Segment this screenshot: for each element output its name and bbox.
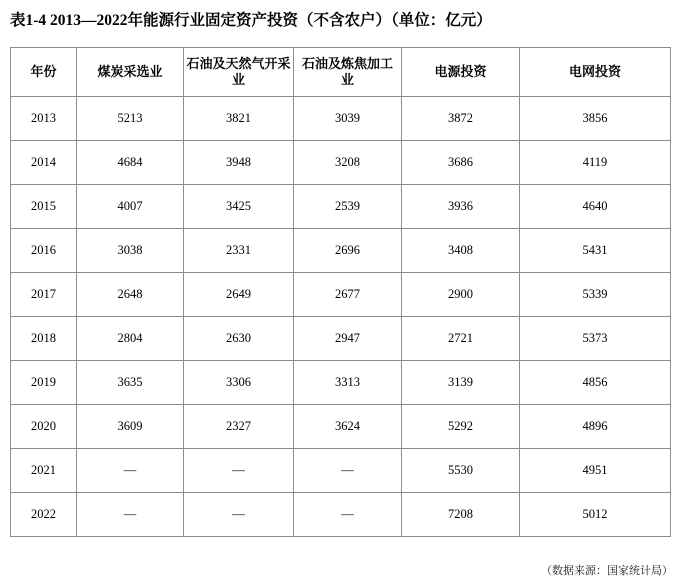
cell-power-grid-investment: 5012 bbox=[520, 493, 671, 537]
cell-petroleum-coking: 2696 bbox=[294, 229, 402, 273]
cell-oil-gas-extraction: 3821 bbox=[184, 97, 294, 141]
cell-oil-gas-extraction: — bbox=[184, 449, 294, 493]
table-header bbox=[11, 48, 671, 97]
cell-power-source-investment: 3872 bbox=[402, 97, 520, 141]
cell-petroleum-coking: 2947 bbox=[294, 317, 402, 361]
cell-petroleum-coking: — bbox=[294, 449, 402, 493]
cell-coal-mining: 3038 bbox=[77, 229, 184, 273]
cell-power-source-investment: 3936 bbox=[402, 185, 520, 229]
column-header-power-grid-investment: 电网投资 bbox=[520, 48, 671, 97]
table-row bbox=[11, 141, 671, 185]
cell-coal-mining: — bbox=[77, 449, 184, 493]
table-row bbox=[11, 405, 671, 449]
cell-coal-mining: 4007 bbox=[77, 185, 184, 229]
cell-petroleum-coking: 2677 bbox=[294, 273, 402, 317]
cell-petroleum-coking: — bbox=[294, 493, 402, 537]
cell-power-source-investment: 3686 bbox=[402, 141, 520, 185]
table-row bbox=[11, 273, 671, 317]
table-row bbox=[11, 97, 671, 141]
cell-power-source-investment: 2900 bbox=[402, 273, 520, 317]
cell-year: 2022 bbox=[11, 493, 77, 537]
table-row bbox=[11, 449, 671, 493]
cell-coal-mining: 2804 bbox=[77, 317, 184, 361]
cell-year: 2014 bbox=[11, 141, 77, 185]
table-row bbox=[11, 317, 671, 361]
table-row bbox=[11, 185, 671, 229]
cell-year: 2017 bbox=[11, 273, 77, 317]
cell-year: 2019 bbox=[11, 361, 77, 405]
cell-power-grid-investment: 5373 bbox=[520, 317, 671, 361]
cell-petroleum-coking: 3208 bbox=[294, 141, 402, 185]
cell-coal-mining: — bbox=[77, 493, 184, 537]
cell-petroleum-coking: 2539 bbox=[294, 185, 402, 229]
cell-oil-gas-extraction: 2331 bbox=[184, 229, 294, 273]
cell-oil-gas-extraction: — bbox=[184, 493, 294, 537]
cell-coal-mining: 2648 bbox=[77, 273, 184, 317]
cell-power-source-investment: 2721 bbox=[402, 317, 520, 361]
table-body bbox=[11, 97, 671, 537]
cell-power-grid-investment: 5431 bbox=[520, 229, 671, 273]
table-row bbox=[11, 361, 671, 405]
cell-power-grid-investment: 5339 bbox=[520, 273, 671, 317]
table-header-row bbox=[11, 48, 671, 97]
source-note: （数据来源：国家统计局） bbox=[541, 565, 673, 577]
cell-coal-mining: 3635 bbox=[77, 361, 184, 405]
cell-year: 2020 bbox=[11, 405, 77, 449]
energy-investment-table bbox=[10, 47, 671, 537]
column-header-petroleum-coking: 石油及炼焦加工业 bbox=[294, 48, 402, 97]
cell-petroleum-coking: 3624 bbox=[294, 405, 402, 449]
cell-power-source-investment: 3139 bbox=[402, 361, 520, 405]
cell-year: 2013 bbox=[11, 97, 77, 141]
cell-power-grid-investment: 3856 bbox=[520, 97, 671, 141]
cell-oil-gas-extraction: 3948 bbox=[184, 141, 294, 185]
cell-oil-gas-extraction: 2630 bbox=[184, 317, 294, 361]
cell-year: 2021 bbox=[11, 449, 77, 493]
cell-power-source-investment: 3408 bbox=[402, 229, 520, 273]
column-header-power-source-investment: 电源投资 bbox=[402, 48, 520, 97]
cell-coal-mining: 5213 bbox=[77, 97, 184, 141]
column-header-coal-mining: 煤炭采选业 bbox=[77, 48, 184, 97]
cell-power-source-investment: 5292 bbox=[402, 405, 520, 449]
cell-oil-gas-extraction: 3425 bbox=[184, 185, 294, 229]
cell-year: 2018 bbox=[11, 317, 77, 361]
cell-year: 2016 bbox=[11, 229, 77, 273]
cell-petroleum-coking: 3039 bbox=[294, 97, 402, 141]
cell-year: 2015 bbox=[11, 185, 77, 229]
column-header-oil-gas-extraction: 石油及天然气开采业 bbox=[184, 48, 294, 97]
cell-power-grid-investment: 4856 bbox=[520, 361, 671, 405]
cell-oil-gas-extraction: 2649 bbox=[184, 273, 294, 317]
column-header-year: 年份 bbox=[11, 48, 77, 97]
table-row bbox=[11, 493, 671, 537]
cell-oil-gas-extraction: 2327 bbox=[184, 405, 294, 449]
cell-coal-mining: 3609 bbox=[77, 405, 184, 449]
cell-power-grid-investment: 4640 bbox=[520, 185, 671, 229]
table-row bbox=[11, 229, 671, 273]
cell-power-grid-investment: 4951 bbox=[520, 449, 671, 493]
cell-power-grid-investment: 4896 bbox=[520, 405, 671, 449]
cell-power-source-investment: 5530 bbox=[402, 449, 520, 493]
table-title: 表1-4 2013—2022年能源行业固定资产投资（不含农户）（单位：亿元） bbox=[10, 12, 492, 29]
cell-power-source-investment: 7208 bbox=[402, 493, 520, 537]
cell-power-grid-investment: 4119 bbox=[520, 141, 671, 185]
cell-petroleum-coking: 3313 bbox=[294, 361, 402, 405]
cell-oil-gas-extraction: 3306 bbox=[184, 361, 294, 405]
cell-coal-mining: 4684 bbox=[77, 141, 184, 185]
